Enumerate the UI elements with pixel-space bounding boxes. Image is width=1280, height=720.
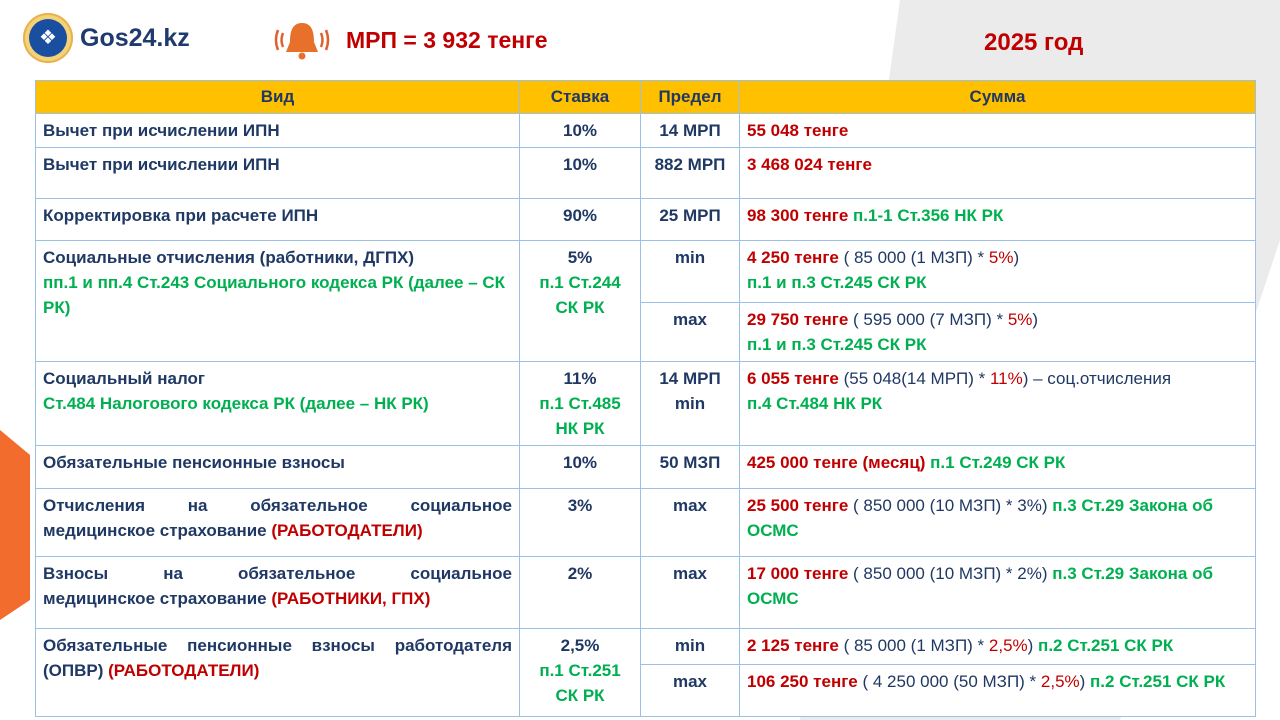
cell-text: max [672,672,708,691]
sum-formula: ) [1027,636,1034,655]
cell-vid [36,362,520,446]
cell-text: Социальные отчисления (работники, ДГПХ) [43,248,415,267]
cell-text: 3% [567,496,593,515]
logo-emblem-icon[interactable]: ❖ [23,13,73,63]
table-row [36,241,1256,303]
cell-vid [36,114,520,148]
tax-rates-table [35,80,1256,717]
cell-stavka [520,148,641,199]
cell-text: Вычет при исчислении ИПН [43,121,280,140]
cell-summa [740,199,1256,241]
cell-text: медицинское страхование [43,521,272,540]
sum-percent: 2,5% [988,636,1028,655]
sum-percent: 2,5% [1040,672,1080,691]
sum-formula: ) [1079,672,1086,691]
cell-text: 10% [562,121,598,140]
sum-reference: п.3 Ст.29 Закона об ОСМС [747,564,1213,608]
sum-formula: ( 85 000 (1 МЗП) * [838,636,989,655]
sum-amount: 3 468 024 тенге [747,155,872,174]
sum-formula: ) [1032,310,1039,329]
sum-formula: ( 4 250 000 (50 МЗП) * [857,672,1041,691]
cell-vid [36,629,520,717]
cell-reference: пп.1 и пп.4 Ст.243 Социального кодекса РК (далее – СК РК) [43,273,506,317]
sum-percent: 5% [988,248,1014,267]
cell-predel [641,148,740,199]
sum-amount: 425 000 тенге (месяц) [747,453,926,472]
cell-summa [740,665,1256,717]
sum-formula: ( 85 000 (1 МЗП) * [838,248,989,267]
cell-vid [36,446,520,489]
table-row [36,557,1256,629]
cell-summa [740,489,1256,557]
cell-text: 50 МЗП [659,453,721,472]
sum-amount: 98 300 тенге [747,206,849,225]
table-header-row [36,81,1256,114]
sum-amount: 17 000 тенге [747,564,849,583]
cell-text: 2,5% [560,636,600,655]
cell-stavka [520,114,641,148]
cell-predel [641,629,740,665]
cell-text: min [674,636,706,655]
sum-amount: 6 055 тенге [747,369,839,388]
cell-predel [641,241,740,303]
cell-predel [641,557,740,629]
cell-text: 10% [562,155,598,174]
cell-summa [740,148,1256,199]
cell-text: 10% [562,453,598,472]
sum-reference: п.1 и п.3 Ст.245 СК РК [747,273,927,292]
cell-text: min [674,394,706,413]
cell-text: 5% [567,248,593,267]
column-header-summa: Сумма [740,81,1256,114]
cell-text: Отчисления на обязательное социальное [43,496,512,515]
cell-text: 882 МРП [654,155,726,174]
cell-predel [641,446,740,489]
sum-percent: 11% [989,369,1023,388]
cell-stavka [520,489,641,557]
cell-text: max [672,496,708,515]
cell-summa [740,362,1256,446]
cell-text: 2% [567,564,593,583]
table-row [36,148,1256,199]
cell-stavka [520,557,641,629]
cell-text: min [674,248,706,267]
cell-text: 14 МРП [659,369,721,388]
cell-highlight: (РАБОТОДАТЕЛИ) [108,661,260,680]
sum-reference: п.2 Ст.251 СК РК [1085,672,1226,691]
sum-amount: 4 250 тенге [747,248,839,267]
cell-stavka [520,446,641,489]
brand-name[interactable]: Gos24.kz [80,24,190,52]
cell-reference: п.1 Ст.251 СК РК [539,661,621,705]
cell-highlight: (РАБОТОДАТЕЛИ) [271,521,423,540]
header [0,0,1280,80]
table-row [36,114,1256,148]
sum-amount: 29 750 тенге [747,310,849,329]
cell-text: Взносы на обязательное социальное [43,564,512,583]
cell-text: Социальный налог [43,369,205,388]
cell-vid [36,241,520,362]
sum-reference: п.2 Ст.251 СК РК [1033,636,1174,655]
column-header-vid: Вид [36,81,520,114]
sum-formula: ( 850 000 (10 МЗП) * 3%) [848,496,1048,515]
cell-stavka [520,362,641,446]
table-row [36,362,1256,446]
cell-text: Обязательные пенсионные взносы [43,453,345,472]
sum-formula: (55 048(14 МРП) * [838,369,990,388]
sum-reference: п.1 Ст.249 СК РК [925,453,1066,472]
cell-text: 90% [562,206,598,225]
sum-formula: ) – соц.отчисления [1022,369,1172,388]
sum-reference: п.1-1 Ст.356 НК РК [848,206,1004,225]
cell-summa [740,557,1256,629]
table-row [36,629,1256,665]
sum-formula: ( 850 000 (10 МЗП) * 2%) [848,564,1048,583]
table-row [36,446,1256,489]
column-header-stavka: Ставка [520,81,641,114]
sum-reference: п.1 и п.3 Ст.245 СК РК [747,335,927,354]
cell-stavka [520,629,641,717]
table-row [36,199,1256,241]
cell-text: Обязательные пенсионные взносы работодателя (ОПВР) [43,636,512,680]
cell-predel [641,489,740,557]
cell-predel [641,199,740,241]
sum-formula: ) [1013,248,1020,267]
column-header-predel: Предел [641,81,740,114]
cell-summa [740,114,1256,148]
cell-predel [641,665,740,717]
cell-vid [36,489,520,557]
cell-text: Вычет при исчислении ИПН [43,155,280,174]
cell-vid [36,199,520,241]
cell-predel [641,303,740,362]
sum-amount: 2 125 тенге [747,636,839,655]
sum-percent: 5% [1007,310,1033,329]
cell-highlight: (РАБОТНИКИ, ГПХ) [271,589,431,608]
cell-reference: п.1 Ст.485 НК РК [539,394,621,438]
cell-predel [641,114,740,148]
cell-stavka [520,199,641,241]
cell-summa [740,446,1256,489]
sum-amount: 55 048 тенге [747,121,849,140]
mrp-value: МРП = 3 932 тенге [346,27,548,53]
cell-stavka [520,241,641,362]
sum-amount: 25 500 тенге [747,496,849,515]
cell-summa [740,303,1256,362]
cell-vid [36,557,520,629]
cell-text: max [672,310,708,329]
cell-summa [740,629,1256,665]
cell-reference: п.1 Ст.244 СК РК [539,273,621,317]
cell-text: max [672,564,708,583]
cell-predel [641,362,740,446]
cell-text: медицинское страхование [43,589,272,608]
cell-reference: Ст.484 Налогового кодекса РК (далее – НК РК) [43,394,429,413]
cell-text: 11% [563,369,597,388]
cell-vid [36,148,520,199]
sum-amount: 106 250 тенге [747,672,858,691]
sum-formula: ( 595 000 (7 МЗП) * [848,310,1008,329]
table-row [36,489,1256,557]
cell-text: Корректировка при расчете ИПН [43,206,319,225]
year-label: 2025 год [984,29,1084,56]
bell-icon [272,20,332,60]
cell-text: 14 МРП [659,121,721,140]
cell-text: 25 МРП [659,206,721,225]
sum-reference: п.3 Ст.29 Закона об ОСМС [747,496,1213,540]
cell-summa [740,241,1256,303]
sum-reference: п.4 Ст.484 НК РК [747,394,883,413]
